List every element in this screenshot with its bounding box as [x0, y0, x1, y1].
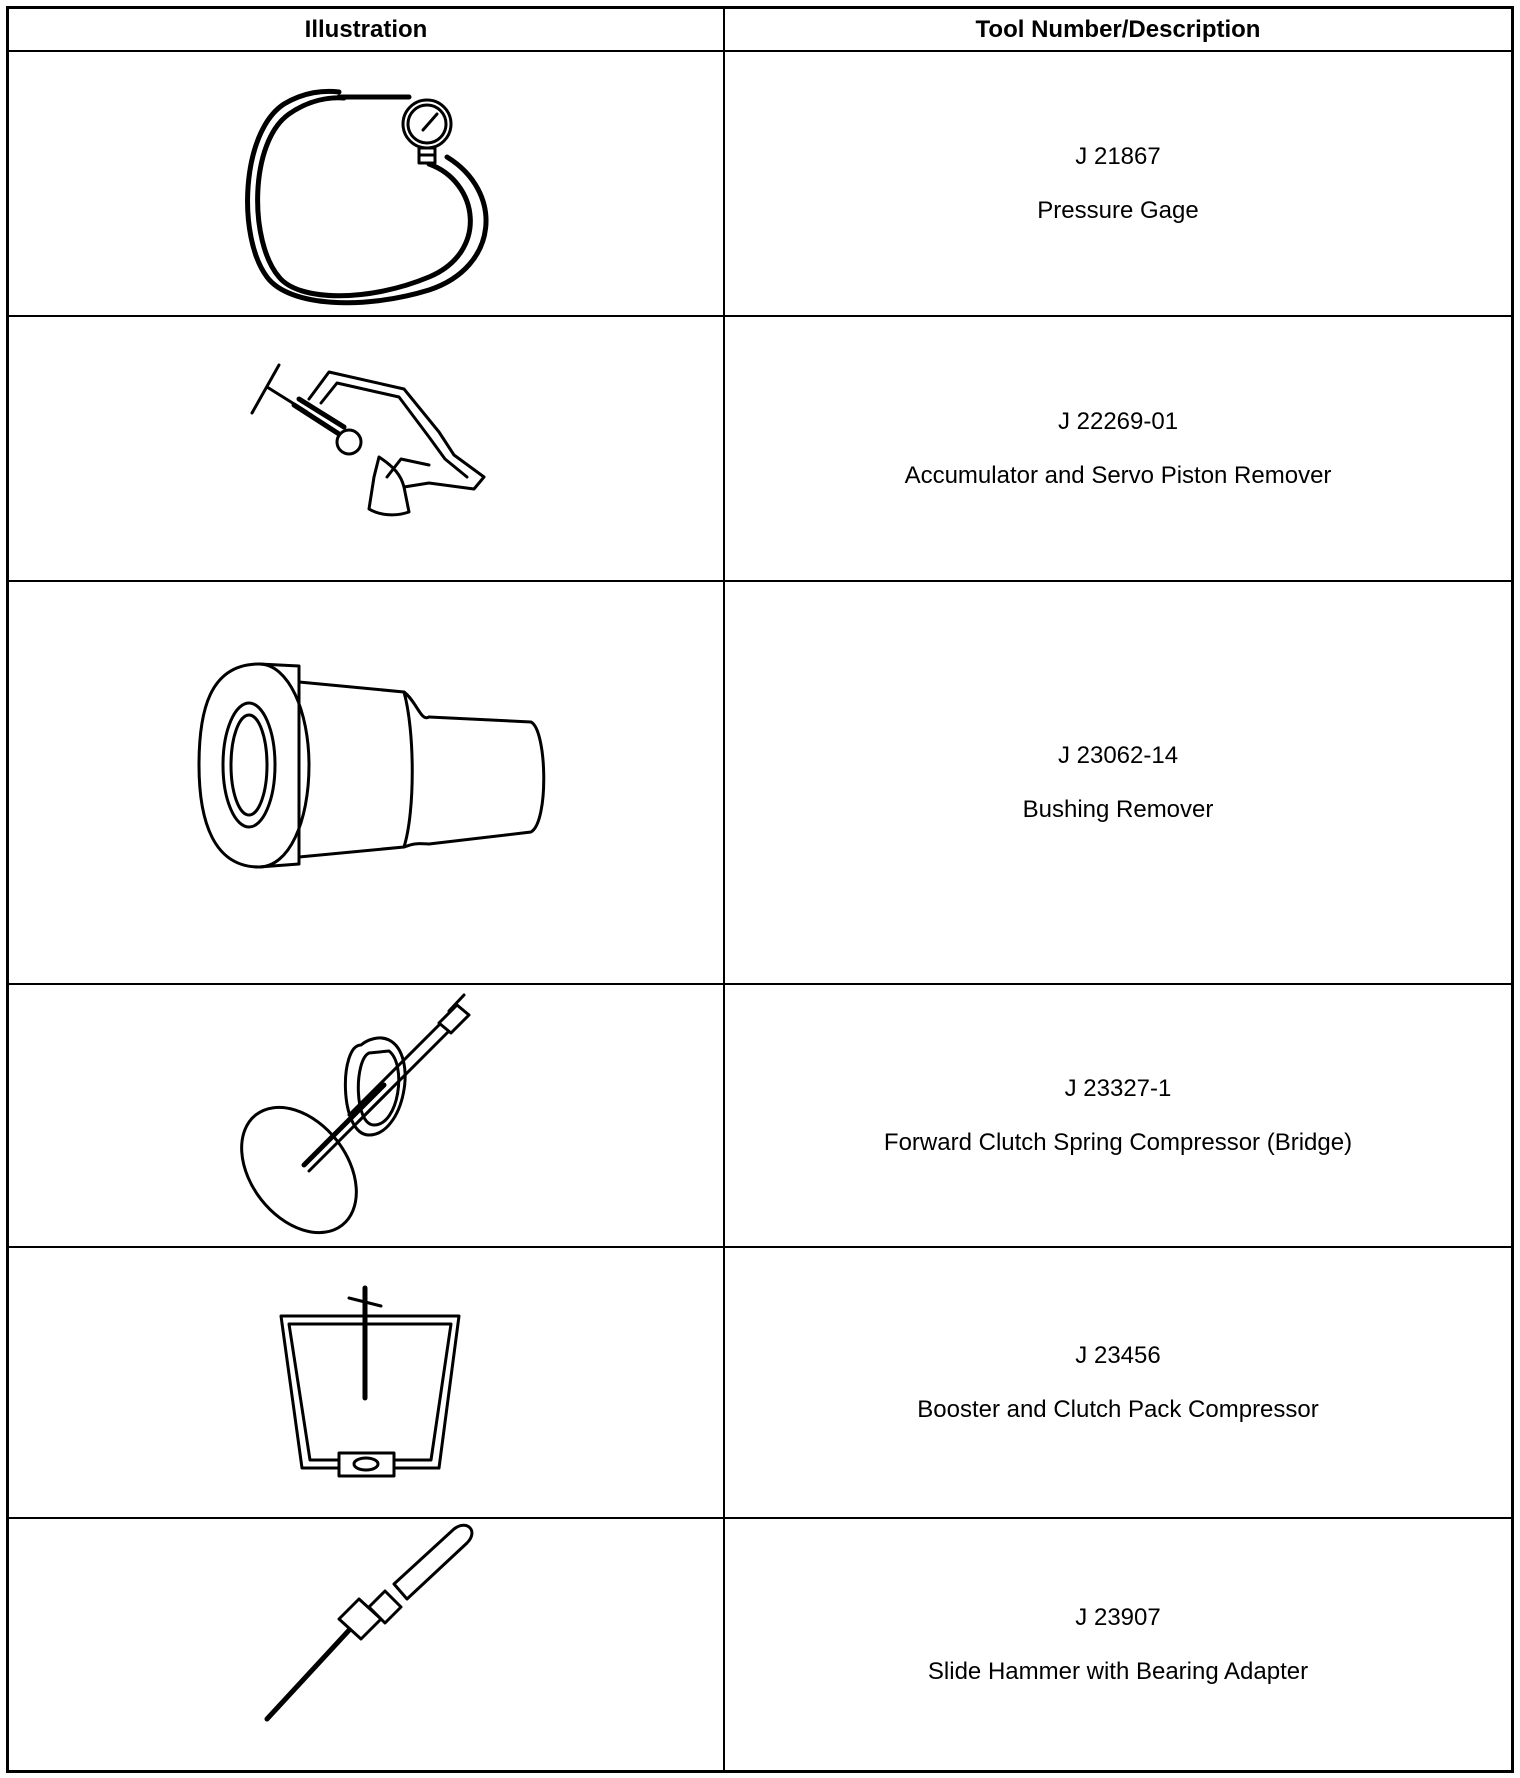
clutch-pack-compressor-icon	[9, 1248, 725, 1519]
tool-number: J 22269-01	[1057, 407, 1179, 435]
description-cell	[725, 317, 1511, 580]
tool-description: Bushing Remover	[1022, 795, 1214, 823]
tool-description: Pressure Gage	[1037, 196, 1199, 224]
description-cell	[725, 52, 1511, 315]
tool-description: Booster and Clutch Pack Compressor	[917, 1395, 1319, 1423]
header-tool-number-description: Tool Number/Description	[975, 15, 1261, 43]
description-cell	[725, 1519, 1511, 1770]
description-cell	[725, 582, 1511, 983]
pressure-gage-icon	[9, 52, 725, 317]
spring-compressor-icon	[9, 985, 725, 1248]
table-row	[9, 582, 1511, 985]
description-cell	[725, 985, 1511, 1246]
tool-description: Slide Hammer with Bearing Adapter	[927, 1657, 1309, 1685]
illustration-cell	[9, 1248, 725, 1517]
table-row	[9, 985, 1511, 1248]
illustration-cell	[9, 1519, 725, 1770]
tool-description: Accumulator and Servo Piston Remover	[904, 461, 1332, 489]
illustration-cell	[9, 582, 725, 983]
bushing-remover-icon	[9, 582, 725, 985]
tool-number: J 23327-1	[1064, 1074, 1172, 1102]
tool-number: J 23456	[1075, 1341, 1161, 1369]
table-row	[9, 317, 1511, 582]
tool-description: Forward Clutch Spring Compressor (Bridge)	[883, 1128, 1353, 1156]
table-row	[9, 1248, 1511, 1519]
description-cell	[725, 1248, 1511, 1517]
table-header-row	[9, 9, 1511, 52]
illustration-cell	[9, 317, 725, 580]
piston-remover-icon	[9, 317, 725, 582]
special-tools-table	[6, 6, 1514, 1773]
illustration-cell	[9, 985, 725, 1246]
tool-number: J 23062-14	[1057, 741, 1179, 769]
tool-number: J 21867	[1075, 142, 1161, 170]
header-illustration: Illustration	[9, 9, 725, 50]
illustration-cell	[9, 52, 725, 315]
slide-hammer-icon	[9, 1519, 725, 1770]
table-row	[9, 52, 1511, 317]
tool-number: J 23907	[1075, 1603, 1161, 1631]
table-row	[9, 1519, 1511, 1770]
